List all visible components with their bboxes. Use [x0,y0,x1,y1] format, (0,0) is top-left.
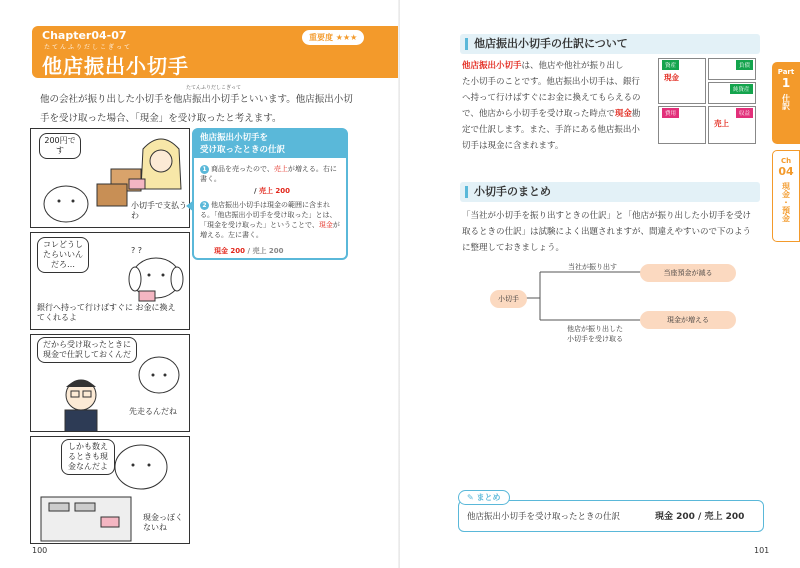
section-2-line-1: 「当社が小切手を振り出すときの仕訳」と「他店が振り出した小切手を受け [462,211,752,221]
section-1-line-4-a: で、他店から小切手を受け取った時点で [462,109,615,119]
step-1-highlight: 売上 [273,165,288,173]
explanation-heading [194,130,346,158]
side-tab-part-title: 仕訳 [781,94,791,110]
side-tab-chapter-label: Ch [780,157,792,165]
explanation-step-2 [200,200,342,240]
section-1-line-4-cash: 現金 [614,109,632,119]
summary-text: 他店振出小切手を受け取ったときの仕訳 [467,512,621,522]
explanation-pointer [186,200,194,212]
section-1-term: 他店振出小切手 [462,61,522,71]
side-tab-chapter [772,150,800,242]
explanation-step-1 [200,164,342,184]
entry-1-sales: 売上 200 [259,187,291,195]
t-sales-label: 売上 [714,119,729,128]
section-2-line-3: に整理しておきましょう。 [462,243,565,253]
panel-1-bubble: 200円です [39,133,81,159]
side-tab-part-label: Part [777,68,795,76]
section-1-line-1 [462,58,652,74]
step-2-number: 2 [200,201,209,210]
explanation-heading-line-2: 受け取ったときの仕訳 [200,145,286,155]
explanation-entry-1 [254,186,396,196]
manga-panel-4 [30,436,190,544]
section-2-line-2: 取るときの仕訳」は試験によく出題されますが、間違えやすいので下のよう [462,227,752,237]
tree-branch-2-label [560,324,630,344]
t-account-diagram [658,58,758,146]
panel-2-bubble: コレどうしたらいいんだろ… [37,237,89,273]
svg-text:? ?: ? ? [131,246,143,255]
section-1-heading: 他店振出小切手の仕訳について [460,34,760,54]
manga-panel-1 [30,128,190,228]
t-liability-tag: 負債 [736,60,753,70]
section-2-heading: 小切手のまとめ [460,182,760,202]
page-title: 他店振出小切手 [42,54,189,78]
summary-entry: 現金 200 / 売上 200 [655,512,745,522]
summary-tag [458,490,510,505]
chapter-header [32,26,402,78]
chapter-label: Chapter04-07 [42,29,127,42]
tree-branch-2-label-line-1: 他店が振り出した [567,325,623,333]
panel-3-speech: 先走るんだね [129,407,177,416]
summary-tag-label: まとめ [476,493,501,502]
t-asset-tag: 資産 [662,60,679,70]
manga-panel-2 [30,232,190,330]
panel-4-bubble: しかも数えるときも現金なんだよ [61,439,115,475]
title-ruby: たてんふりだしこぎって [44,44,133,51]
explanation-box [192,128,348,260]
section-1-line-5: 定で仕訳します。また、手許にある他店振出小 [462,125,640,135]
t-expense-tag: 費用 [662,108,679,118]
explanation-heading-line-1: 他店振出小切手を [200,133,269,143]
intro-line-2: 手を受け取った場合、「現金」を受け取ったと考えます。 [40,113,282,124]
side-tab-part [772,62,800,144]
side-tab-chapter-number: 04 [778,165,794,178]
t-equity-tag: 純資産 [730,84,753,94]
section-1-line-6: 切手は現金に含まれます。 [462,141,564,151]
panel-2-speech: 銀行へ持って行けばすぐに お金に換えてくれるよ [37,303,176,322]
section-1-line-4-b: 勘 [631,109,641,119]
explanation-entry-2 [214,246,356,256]
step-2-text-end: が増える。左に書く。 [200,221,340,239]
section-1-line-3: へ持って行けばすぐにお金に換えてもらえるの [462,93,641,103]
step-2-highlight: 現金 [318,221,333,229]
tree-root: 小切手 [490,290,527,308]
intro-text [40,90,360,128]
section-1-line-2: た小切手のことです。他店振出小切手は、銀行 [462,77,640,87]
entry-2-cash: 現金 200 [214,247,246,255]
tree-branch-2-result: 現金が増える [640,311,736,329]
section-1-body [462,58,652,154]
intro-line-1: 他の会社が振り出した小切手を他店振出小切手といいます。他店振出小切 [40,94,353,105]
right-page [400,0,800,568]
step-1-text: 商品を売ったので、 [211,165,274,173]
section-1-line-1-text: は、他店や他社が振り出し [521,61,624,71]
side-tab-chapter-title: 現金・預金 [781,182,791,222]
t-revenue-tag: 収益 [736,108,753,118]
tree-branch-1-label: 当社が振り出す [568,263,617,271]
page-number-right: 101 [754,546,770,555]
panel-3-bubble: だから受け取ったときに現金で仕訳しておくんだ [37,337,137,363]
entry-2-sales: / 売上 200 [245,247,284,255]
importance-badge: 重要度 ★★★ [302,30,364,45]
step-1-text-end: が増える。右に書く。 [200,165,337,183]
intro-ruby: たてんふりだしこぎって [186,85,242,91]
panel-4-speech: 現金っぽくないね [143,513,183,532]
side-tab-part-number: 1 [781,76,791,90]
manga-panel-3 [30,334,190,432]
t-cash-label: 現金 [664,73,679,82]
tree-branch-1-result: 当座預金が減る [640,264,736,282]
page-number-left: 100 [32,546,48,555]
section-1-line-4 [462,106,652,122]
tree-branch-2-label-line-2: 小切手を受け取る [567,335,623,343]
section-2-body [462,208,762,256]
panel-1-speech: 小切手で支払うわ [131,201,187,220]
step-1-number: 1 [200,165,209,174]
entry-1-slash: / [254,187,259,195]
step-2-text: 他店振出小切手は現金の範囲に含まれる。「他店振出小切手を受け取った」とは、「現金を受け取った」ということで、 [200,201,337,229]
summary-tag-icon: ✎ [467,493,477,502]
